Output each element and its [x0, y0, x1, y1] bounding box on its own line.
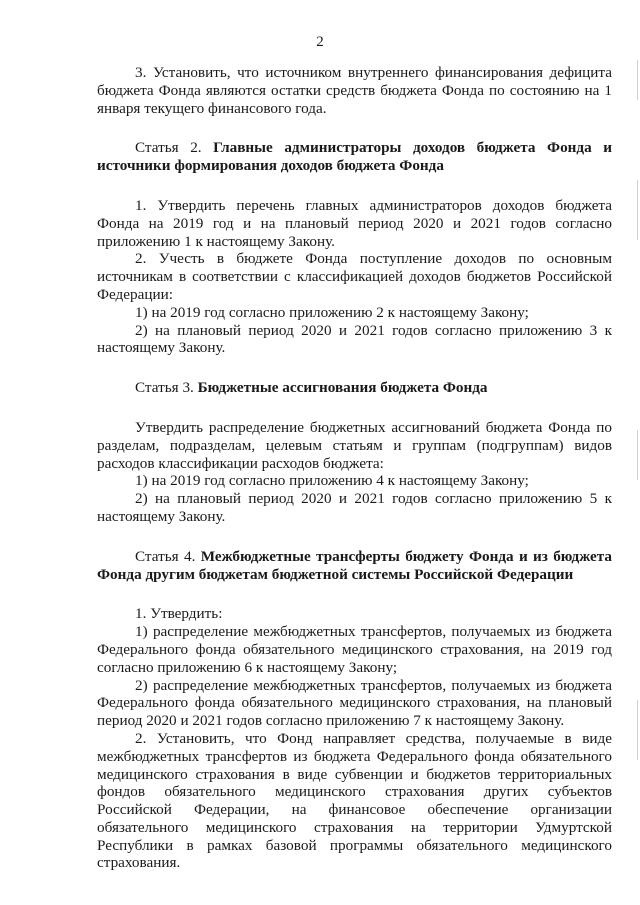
scan-edge-mark [637, 430, 638, 480]
article-3-item-2: 2) на плановый период 2020 и 2021 годов согласно приложению 5 к настоящему Закону. [97, 490, 612, 525]
page-number: 2 [316, 34, 324, 50]
scan-edge-mark [637, 700, 638, 760]
article-2-title: Главные администраторы доходов бюджета Фонда и источники формирования доходов бюджета Фонда [97, 139, 612, 175]
article-3-title: Бюджетные ассигнования бюджета Фонда [197, 379, 488, 397]
article-2-paragraph-2: 2. Учесть в бюджете Фонда поступление доходов по основным источникам в соответствии с классификацией доходов бюджетов Российской Федерации: [97, 250, 612, 303]
article-4-paragraph-1: 1. Утвердить: [135, 605, 223, 623]
article-4-heading [97, 548, 612, 584]
article-4-item-1: 1) распределение межбюджетных трансфертов, получаемых из бюджета Федерального фонда обязательного медицинского страхования, на 2019 год согласно приложению 6 к настоящему Закону; [97, 623, 612, 676]
scan-edge-mark [637, 180, 638, 240]
article-2-heading [97, 139, 612, 175]
article-4-prefix: Статья 4. [135, 547, 196, 565]
article-4-paragraph-2: 2. Установить, что Фонд направляет средства, получаемые в виде межбюджетных трансфертов из бюджета Федерального фонда обязательного медицинского страхования в виде субвенции и бюджетов территориальных фондов обязательного медицинского страхования других субъектов Российской Федерации, на финансовое обеспечение организации обязательного медицинского страхования на территории Удмуртской Республики в рамках базовой программы обязательного медицинского страхования. [97, 729, 612, 872]
article-2-item-2: 2) на плановый период 2020 и 2021 годов согласно приложению 3 к настоящему Закону. [97, 321, 612, 357]
article-3-paragraph-1: Утвердить распределение бюджетных ассигнований бюджета Фонда по разделам, подразделам, целевым статьям и группам (подгруппам) видов расходов классификации расходов бюджета: [97, 418, 612, 472]
document-body [97, 64, 612, 872]
article-2-prefix: Статья 2. [135, 139, 202, 157]
article-2-paragraph-1: 1. Утвердить перечень главных администраторов доходов бюджета Фонда на 2019 год и на плановый период 2020 и 2021 годов согласно приложению 1 к настоящему Закону. [97, 196, 612, 250]
article-2-item-1: 1) на 2019 год согласно приложению 2 к настоящему Закону; [135, 303, 529, 321]
scan-edge-mark [637, 60, 638, 100]
article-3-heading [97, 379, 612, 397]
article-3-prefix: Статья 3. [135, 379, 194, 397]
article-4-item-2: 2) распределение межбюджетных трансфертов, получаемых из бюджета Федерального фонда обязательного медицинского страхования, на плановый период 2020 и 2021 годов согласно приложению 7 к настоящему Закону. [97, 676, 612, 730]
article-4-title: Межбюджетные трансферты бюджету Фонда и из бюджета Фонда другим бюджетам бюджетной системы Российской Федерации [97, 547, 612, 583]
article-3-item-1: 1) на 2019 год согласно приложению 4 к настоящему Закону; [135, 472, 529, 490]
paragraph-3: 3. Установить, что источником внутреннего финансирования дефицита бюджета Фонда являются остатки средств бюджета Фонда по состоянию на 1 января текущего финансового года. [97, 64, 612, 117]
